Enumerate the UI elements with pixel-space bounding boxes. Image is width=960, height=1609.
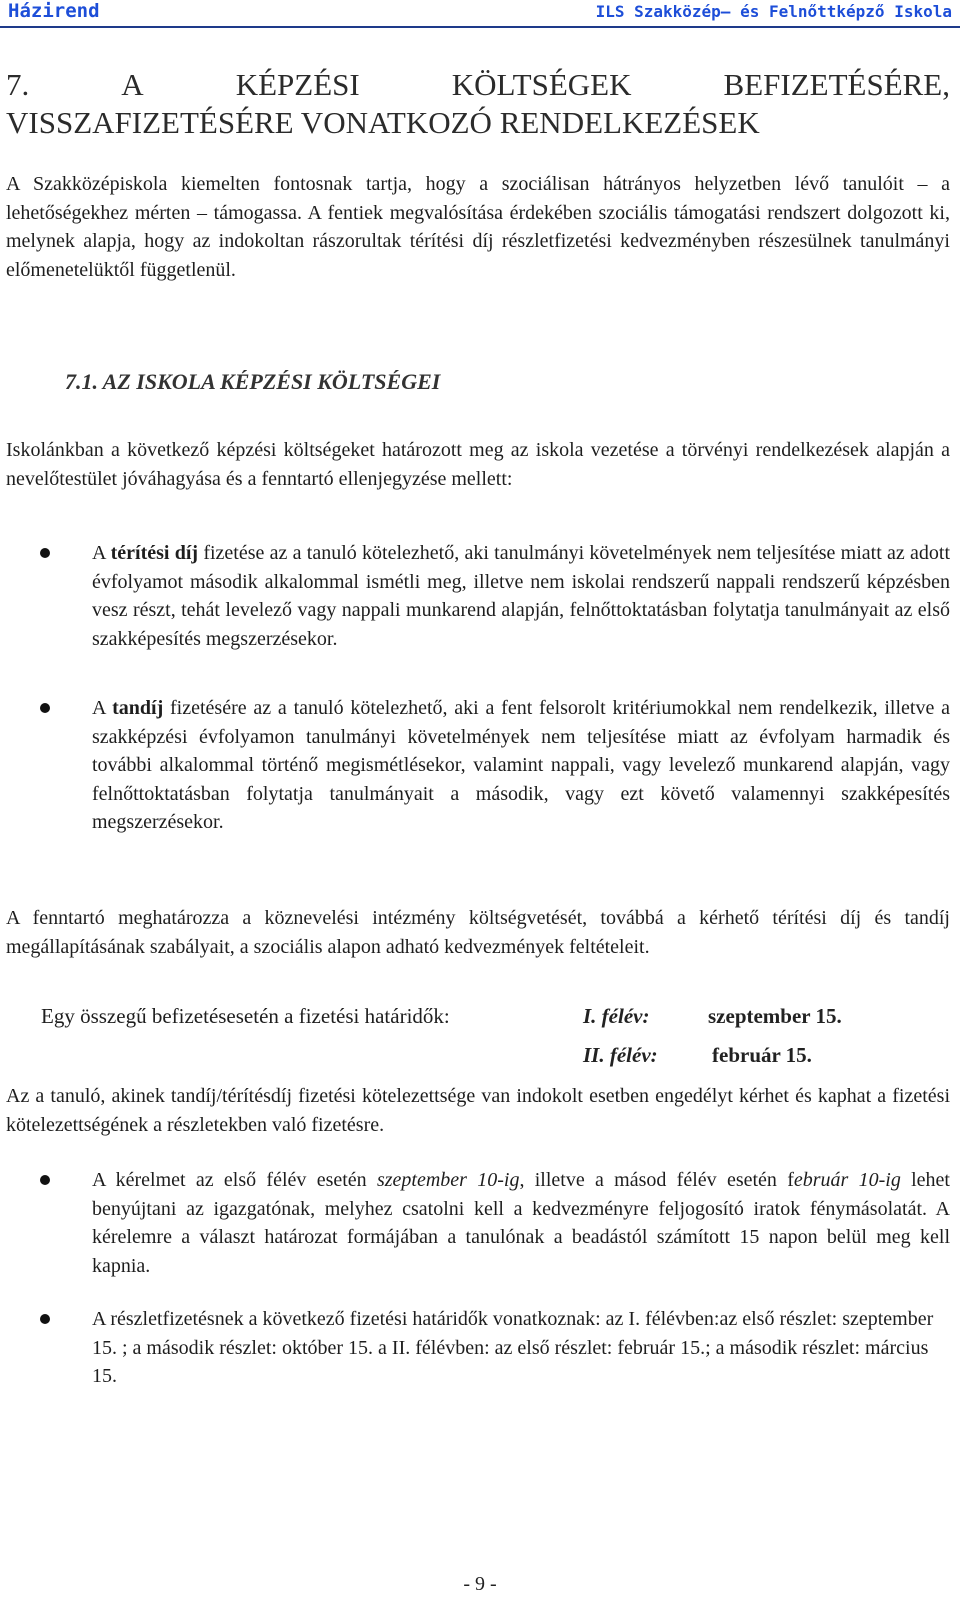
bullet-icon — [40, 1314, 50, 1324]
deadline-label: Egy összegű befizetésesetén a fizetési határidők: — [41, 1004, 450, 1028]
installment-paragraph: Az a tanuló, akinek tandíj/térítésdíj fizetési kötelezettsége van indokolt esetben engedélyt kérhet és kaphat a fizetési kötelezettségének a részletekben való fizetésre. — [6, 1085, 950, 1136]
section-heading — [6, 66, 950, 142]
list-item: A térítési díj fizetése az a tanuló kötelezhető, aki tanulmányi követelmények nem teljesítése miatt az adott évfolyamot második alkalommal ismétli meg, illetve nem iskolai rendszerű nappali rendszerű képzésben vesz részt, tehát levelező vagy nappali munkarend alapján, felnőttoktatásban folytatja tanulmányait az első szakképesítés megszerzésekor. — [92, 542, 951, 650]
semester-label: II. félév: — [583, 1043, 658, 1067]
heading-word: KÉPZÉSI — [235, 67, 360, 102]
deadline-date: szeptember 15. — [708, 1004, 842, 1028]
deadline-date: február 15. — [712, 1043, 812, 1067]
list-item: A részletfizetésnek a következő fizetési határidők vonatkoznak: az I. félévben:az első részlet: szeptember 15. ; a második részlet: október 15. a II. félévben: az első részlet: február 15.; a második részlet: március 15. — [92, 1308, 934, 1387]
bullet-icon — [40, 548, 50, 558]
bullet-icon — [40, 703, 50, 713]
heading-number: 7. — [6, 67, 30, 102]
heading-word: BEFIZETÉSÉRE, — [723, 67, 950, 102]
heading-line-2: VISSZAFIZETÉSÉRE VONATKOZÓ RENDELKEZÉSEK — [6, 105, 760, 140]
bullet-icon — [40, 1175, 50, 1185]
funder-paragraph: A fenntartó meghatározza a köznevelési intézmény költségvetését, továbbá a kérhető térítési díj és tandíj megállapításának szabályait, a szociális alapon adható kedvezmények feltételeit. — [6, 907, 950, 958]
intro-paragraph: A Szakközépiskola kiemelten fontosnak tartja, hogy a szociálisan hátrányos helyzetben lévő tanulóit – a lehetőségekhez mérten – támogassa. A fentiek megvalósítása érdekében szociális támogatási rendszert dolgozott ki, melynek alapja, hogy az indokoltan rászorultak térítési díj részletfizetési kedvezményben részesülnek tanulmányi előmenetelüktől függetlenül. — [6, 173, 950, 281]
page-number: - 9 - — [463, 1573, 497, 1595]
heading-word: KÖLTSÉGEK — [451, 67, 632, 102]
list-item: A tandíj fizetésére az a tanuló kötelezhető, aki a fent felsorolt kritériumokkal nem rendelkezik, illetve a szakképzési évfolyamon tanulmányi követelmények nem teljesítése miatt az évfolyam harmadik és további alkalommal történő megismétlésekor, valamint nappali, vagy levelező munkarend alapján, vagy felnőttoktatásban folytatja tanulmányait a második, vagy ezt követő valamennyi szakképesítés megszerzésekor. — [92, 697, 950, 833]
header-school-name: ILS Szakközép– és Felnőttképző Iskola — [595, 2, 952, 21]
subsection-heading: 7.1. AZ ISKOLA KÉPZÉSI KÖLTSÉGEI — [65, 369, 441, 394]
semester-label: I. félév: — [583, 1004, 650, 1028]
list-item: A kérelmet az első félév esetén szeptember 10-ig, illetve a másod félév esetén február 10-ig lehet benyújtani az igazgatónak, melyhez csatolni kell a kedvezményre feljogosító iratok fénymásolatát. A kérelemre a választ határozat formájában a tanulónak a beadástól számított 15 napon belül meg kell kapnia. — [92, 1169, 950, 1277]
costs-paragraph: Iskolánkban a következő képzési költségeket határozott meg az iskola vezetése a törvényi rendelkezések alapján a nevelőtestület jóváhagyása és a fenntartó ellenjegyzése mellett: — [6, 439, 950, 490]
term-bold: térítési díj — [110, 542, 199, 564]
header-title: Házirend — [8, 0, 100, 22]
term-bold: tandíj — [112, 697, 164, 719]
page-header — [0, 0, 960, 28]
heading-word: A — [121, 67, 144, 102]
